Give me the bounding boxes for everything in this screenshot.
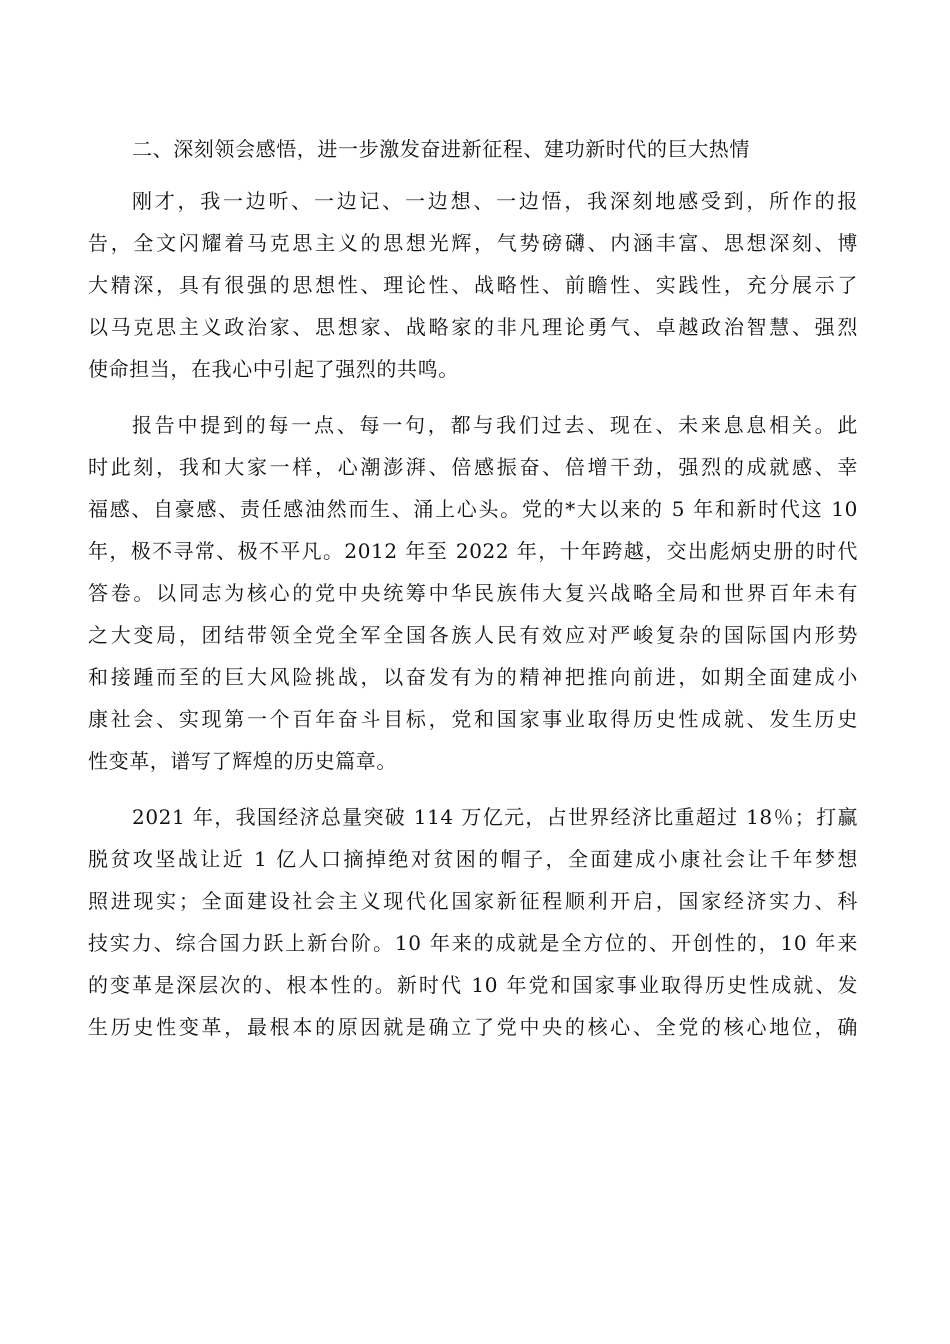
paragraph-line: 脱贫攻坚战让近 1 亿人口摘掉绝对贫困的帽子，全面建成小康社会让千年梦想 [88,847,858,871]
paragraph-line: 照进现实；全面建设社会主义现代化国家新征程顺利开启，国家经济实力、科 [88,889,858,913]
paragraph-line: 答卷。以同志为核心的党中央统筹中华民族伟大复兴战略全局和世界百年未有 [88,581,858,605]
paragraph-1 [88,180,858,390]
paragraph-2 [88,404,858,782]
paragraph-line: 以马克思主义政治家、思想家、战略家的非凡理论勇气、卓越政治智慧、强烈 [88,315,858,339]
paragraph-line: 使命担当，在我心中引起了强烈的共鸣。 [88,357,459,381]
paragraph-line: 之大变局，团结带领全党全军全国各族人民有效应对严峻复杂的国际国内形势 [88,623,858,647]
paragraph-line: 福感、自豪感、责任感油然而生、涌上心头。党的*大以来的 5 年和新时代这 10 [88,497,858,521]
document-body [88,180,858,1062]
paragraph-line: 的变革是深层次的、根本性的。新时代 10 年党和国家事业取得历史性成就、发 [88,973,858,997]
paragraph-line: 报告中提到的每一点、每一句，都与我们过去、现在、未来息息相关。此 [132,413,858,437]
section-heading: 二、深刻领会感悟，进一步激发奋进新征程、建功新时代的巨大热情 [132,137,750,161]
paragraph-line: 告，全文闪耀着马克思主义的思想光辉，气势磅礴、内涵丰富、思想深刻、博 [88,231,858,255]
paragraph-line: 生历史性变革，最根本的原因就是确立了党中央的核心、全党的核心地位，确 [88,1015,858,1039]
paragraph-line: 2021 年，我国经济总量突破 114 万亿元，占世界经济比重超过 18％；打赢 [132,805,858,829]
paragraph-line: 年，极不寻常、极不平凡。2012 年至 2022 年，十年跨越，交出彪炳史册的时代 [88,539,858,563]
paragraph-line: 技实力、综合国力跃上新台阶。10 年来的成就是全方位的、开创性的，10 年来 [88,931,858,955]
paragraph-line: 大精深，具有很强的思想性、理论性、战略性、前瞻性、实践性，充分展示了 [88,273,858,297]
paragraph-line: 性变革，谱写了辉煌的历史篇章。 [88,749,397,773]
paragraph-line: 时此刻，我和大家一样，心潮澎湃、倍感振奋、倍增干劲，强烈的成就感、幸 [88,455,858,479]
paragraph-line: 和接踵而至的巨大风险挑战，以奋发有为的精神把推向前进，如期全面建成小 [88,665,858,689]
paragraph-3 [88,796,858,1048]
paragraph-line: 康社会、实现第一个百年奋斗目标，党和国家事业取得历史性成就、发生历史 [88,707,858,731]
paragraph-line: 刚才，我一边听、一边记、一边想、一边悟，我深刻地感受到，所作的报 [132,189,858,213]
